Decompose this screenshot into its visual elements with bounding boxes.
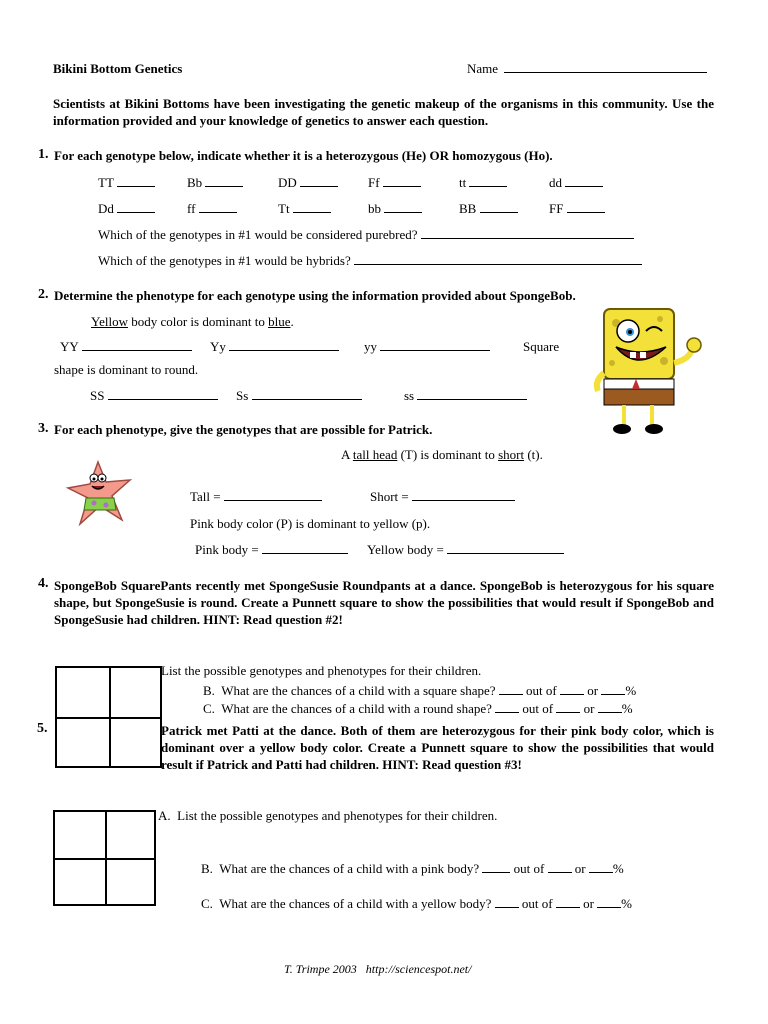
genotype-item[interactable]: tt <box>459 175 507 191</box>
q3-text: For each phenotype, give the genotypes that are possible for Patrick. <box>54 422 433 437</box>
genotype-item[interactable]: dd <box>549 175 603 191</box>
pink-rule: Pink body color (P) is dominant to yellow (p). <box>190 516 431 531</box>
patrick-illustration <box>64 458 138 534</box>
q1-number: 1. <box>38 147 49 162</box>
punnett-square-q4[interactable] <box>55 666 162 768</box>
square-text-2: shape is dominant to round. <box>54 362 199 377</box>
genotype-item[interactable]: BB <box>459 201 518 217</box>
q3-rule: A tall head (T) is dominant to short (t). <box>341 447 543 462</box>
genotype-item[interactable]: Ff <box>368 175 421 191</box>
tall-item[interactable]: Tall = <box>190 489 322 505</box>
footer-credit: T. Trimpe 2003 http://sciencespot.net/ <box>284 962 472 976</box>
yellow-item[interactable]: Yellow body = <box>367 542 564 558</box>
yy-item[interactable]: yy <box>364 339 490 355</box>
spongebob-illustration <box>590 303 708 437</box>
q5-a: A. List the possible genotypes and phenotypes for their children. <box>158 808 498 823</box>
genotype-item[interactable]: Dd <box>98 201 155 217</box>
punnett-square-q5[interactable] <box>53 810 156 906</box>
ss-item[interactable]: SS <box>90 388 218 404</box>
q5-b[interactable]: B. What are the chances of a child with a pink body? out of or % <box>201 861 624 876</box>
pink-item[interactable]: Pink body = <box>195 542 348 558</box>
yy-item[interactable]: YY <box>60 339 192 355</box>
q4-number: 4. <box>38 576 49 591</box>
genotype-item[interactable]: DD <box>278 175 338 191</box>
genotype-item[interactable]: FF <box>549 201 605 217</box>
ss-item[interactable]: ss <box>404 388 527 404</box>
q5-number: 5. <box>37 721 48 736</box>
ss-item[interactable]: Ss <box>236 388 362 404</box>
genotype-item[interactable]: bb <box>368 201 422 217</box>
q1-text: For each genotype below, indicate whether it is a heterozygous (He) OR homozygous (Ho). <box>54 148 553 163</box>
q2-text: Determine the phenotype for each genotype using the information provided about SpongeBob. <box>54 288 576 303</box>
worksheet-title: Bikini Bottom Genetics <box>53 61 183 76</box>
intro-paragraph: Scientists at Bikini Bottoms have been investigating the genetic makeup of the organisms in this community. Use the information provided and your knowledge of genetics to answer each question. <box>53 96 714 128</box>
genotype-item[interactable]: TT <box>98 175 155 191</box>
q2-rule: Yellow body color is dominant to blue. <box>91 314 294 329</box>
genotype-item[interactable]: Tt <box>278 201 331 217</box>
hybrid-question[interactable]: Which of the genotypes in #1 would be hybrids? <box>98 253 642 269</box>
q4-a-text: List the possible genotypes and phenotypes for their children. <box>161 663 482 678</box>
q5-c[interactable]: C. What are the chances of a child with a yellow body? out of or % <box>201 896 632 911</box>
q3-number: 3. <box>38 421 49 436</box>
name-label: Name <box>467 61 499 76</box>
genotype-item[interactable]: Bb <box>187 175 243 191</box>
q4-c[interactable]: C. What are the chances of a child with a round shape? out of or % <box>203 701 633 716</box>
name-field[interactable] <box>467 61 707 77</box>
q5-text: Patrick met Patti at the dance. Both of them are heterozygous for their pink body color, which is dominant over a yellow body color. Create a Punnett square to show the possibilities that would result if Patrick and Patti had children. HINT: Read question #3! <box>161 723 714 772</box>
purebred-question[interactable]: Which of the genotypes in #1 would be considered purebred? <box>98 227 634 243</box>
square-text-1: Square <box>523 339 560 354</box>
name-blank[interactable] <box>504 61 707 73</box>
yy-item[interactable]: Yy <box>210 339 339 355</box>
q4-text: SpongeBob SquarePants recently met SpongeSusie Roundpants at a dance. SpongeBob is heterozygous for his square shape, but SpongeSusie is round. Create a Punnett square to show the possibilities that would result if SpongeBob and SpongeSusie had children. HINT: Read question #2! <box>54 578 714 627</box>
short-item[interactable]: Short = <box>370 489 515 505</box>
footer-url[interactable]: http://sciencespot.net/ <box>365 962 472 976</box>
q2-number: 2. <box>38 287 49 302</box>
genotype-item[interactable]: ff <box>187 201 237 217</box>
q4-b[interactable]: B. What are the chances of a child with a square shape? out of or % <box>203 683 637 698</box>
